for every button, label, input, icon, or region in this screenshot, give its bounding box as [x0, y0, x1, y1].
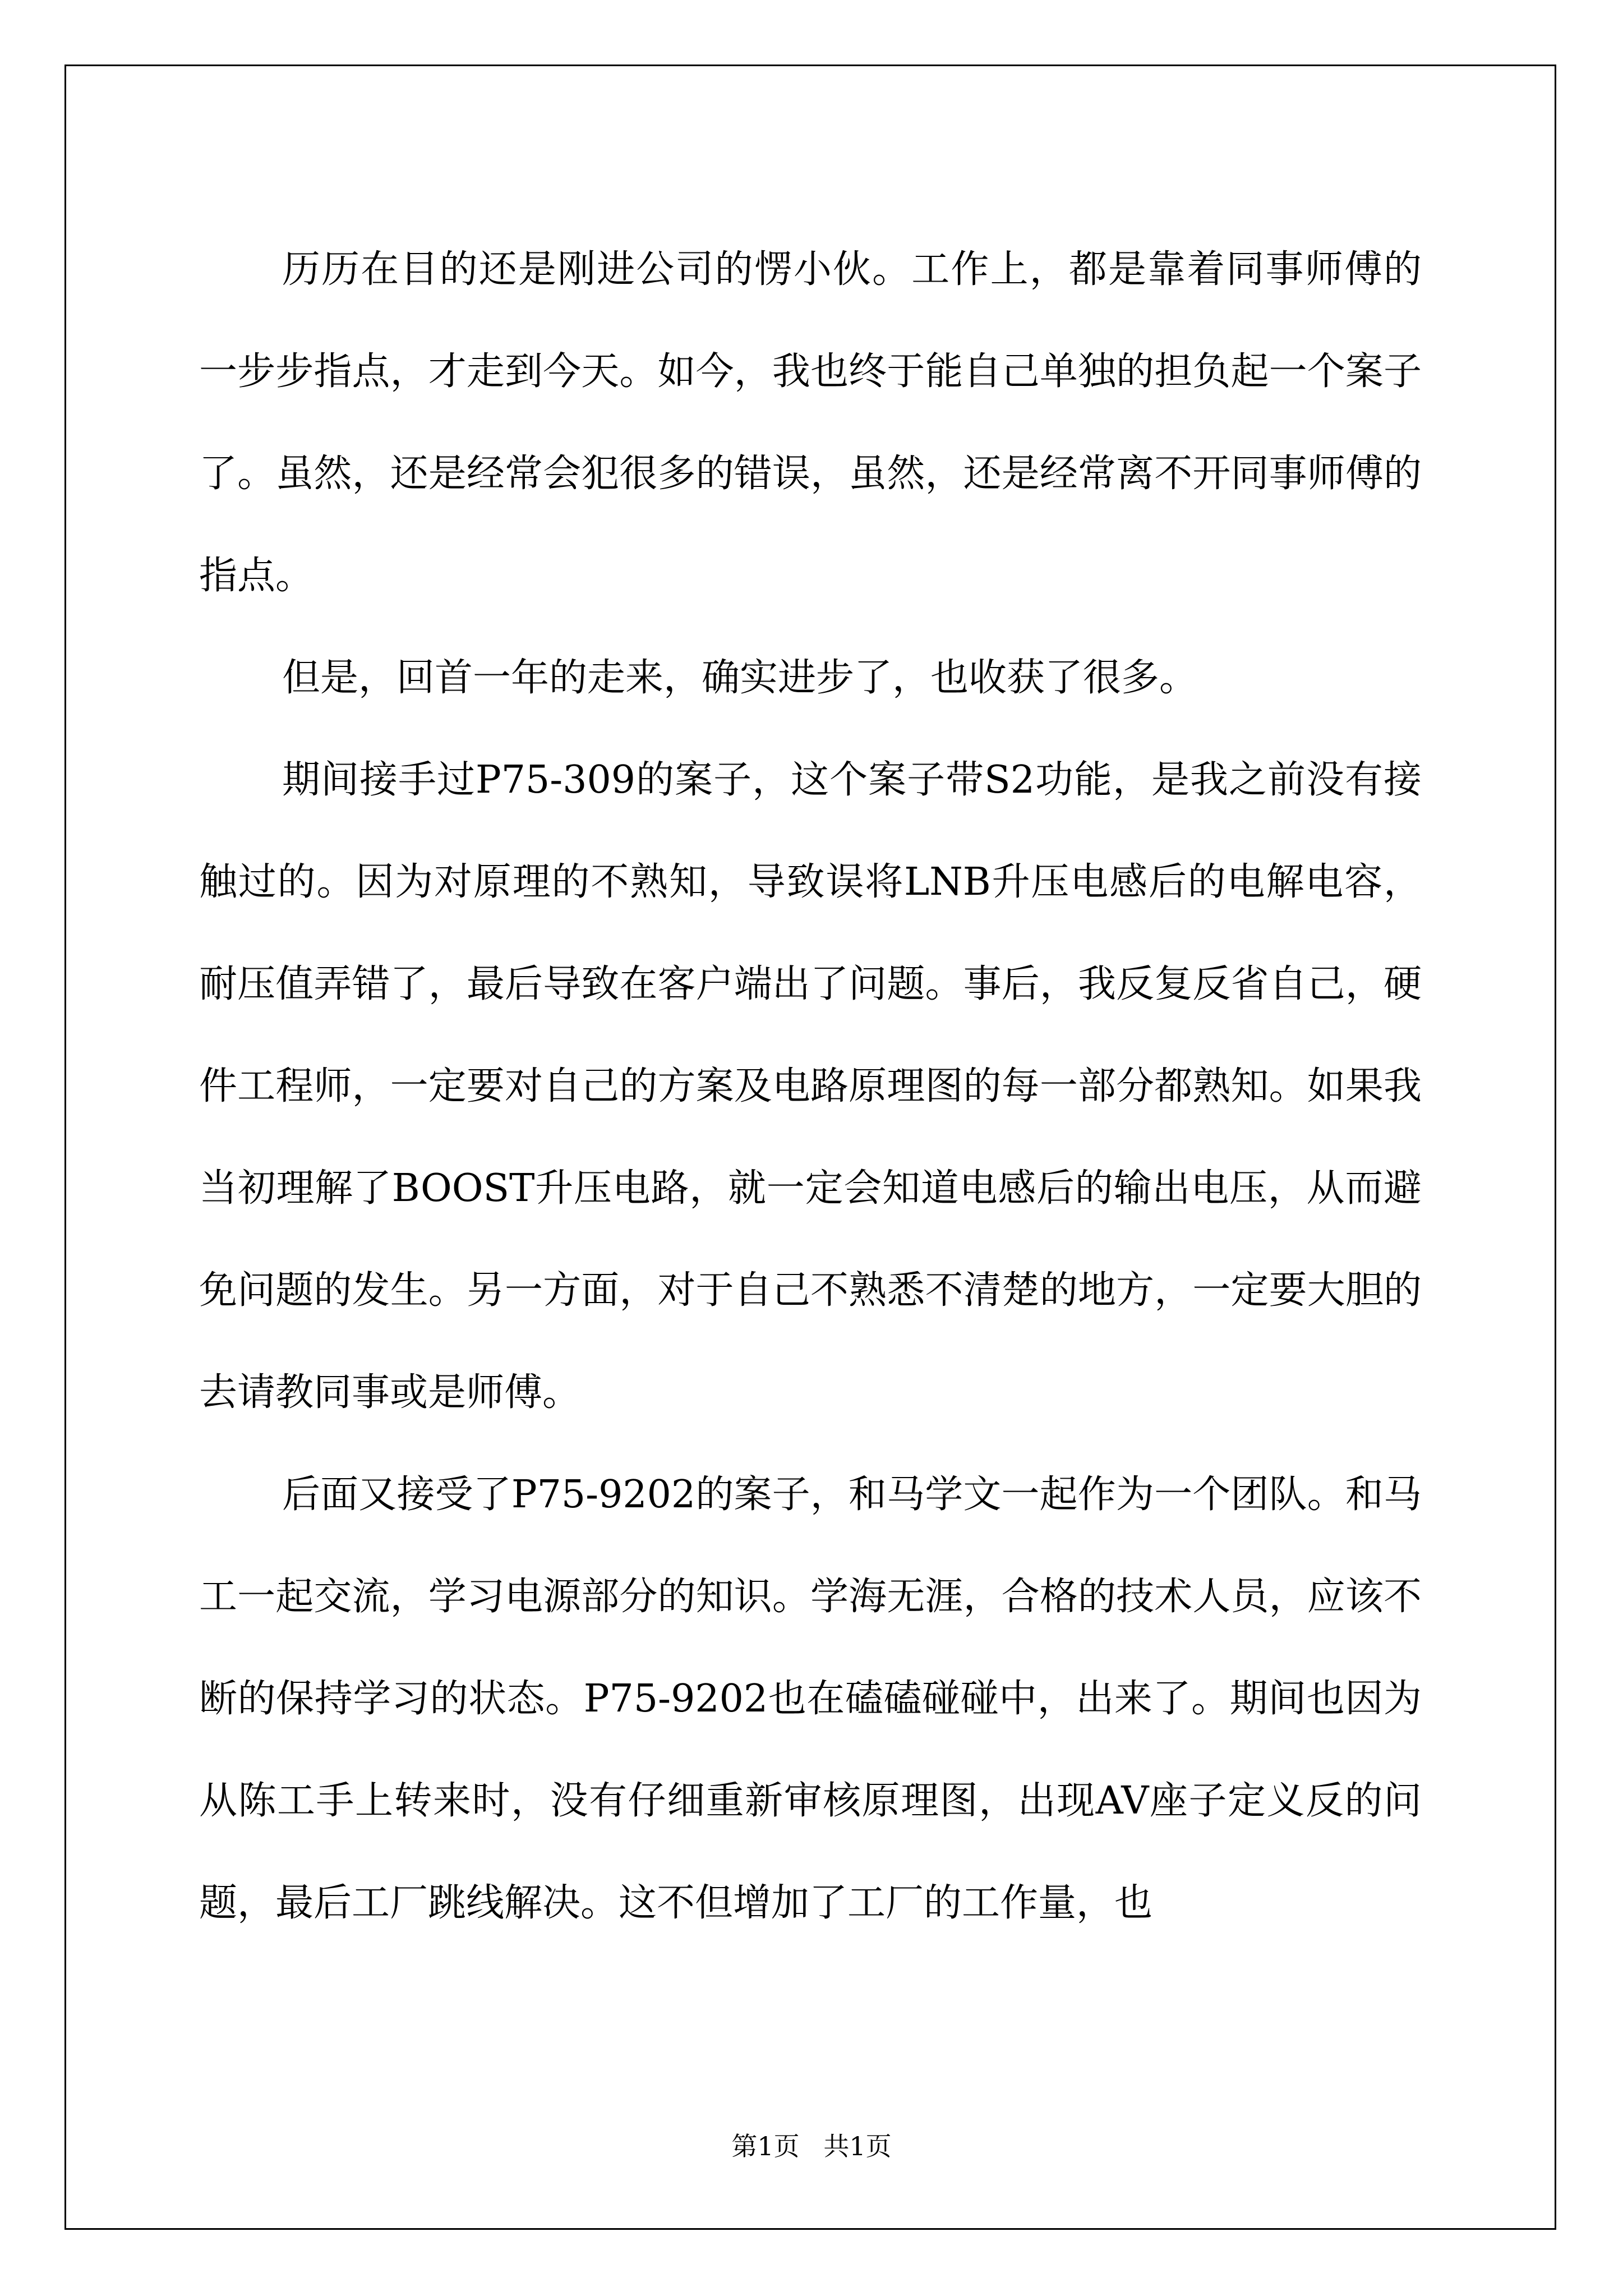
paragraph-4: 后面又接受了P75-9202的案子，和马学文一起作为一个团队。和马工一起交流，学习电源部分的知识。学海无涯，合格的技术人员，应该不断的保持学习的状态。P75-9202也在磕磕碰碰中，出来了。期间也因为从陈工手上转来时，没有仔细重新审核原理图，出现AV座子定义反的问题，最后工厂跳线解决。这不但增加了工厂的工作量，也	[199, 1473, 1422, 1925]
paragraph-1: 历历在目的还是刚进公司的愣小伙。工作上，都是靠着同事师傅的一步步指点，才走到今天。如今，我也终于能自己单独的担负起一个案子了。虽然，还是经常会犯很多的错误，虽然，还是经常离不开同事师傅的指点。	[199, 247, 1422, 598]
page-footer	[0, 2126, 1623, 2163]
paragraph-2: 但是，回首一年的走来，确实进步了，也收获了很多。	[282, 656, 1198, 700]
document-body	[199, 219, 1422, 1954]
page-number-current: 第1页	[731, 2131, 800, 2161]
page-number-total: 共1页	[823, 2131, 892, 2161]
paragraph-3: 期间接手过P75-309的案子，这个案子带S2功能，是我之前没有接触过的。因为对原理的不熟知，导致误将LNB升压电感后的电解电容，耐压值弄错了，最后导致在客户端出了问题。事后，我反复反省自己，硬件工程师，一定要对自己的方案及电路原理图的每一部分都熟知。如果我当初理解了BOOST升压电路，就一定会知道电感后的输出电压，从而避免问题的发生。另一方面，对于自己不熟悉不清楚的地方，一定要大胆的去请教同事或是师傅。	[199, 758, 1422, 1415]
